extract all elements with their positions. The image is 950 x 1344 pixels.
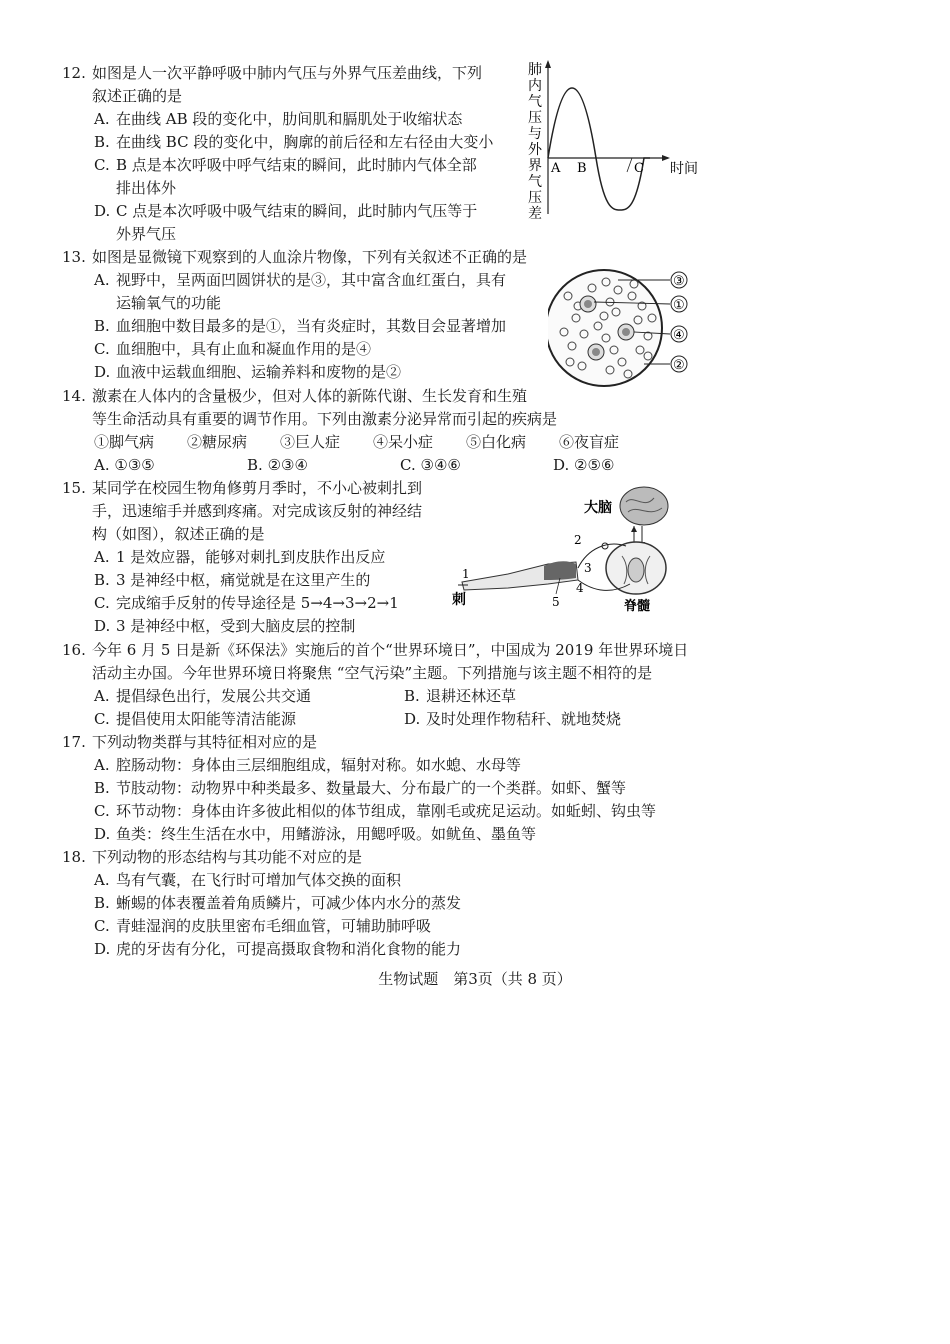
option-a: A. 在曲线 AB 段的变化中，肋间肌和膈肌处于收缩状态 bbox=[94, 110, 463, 128]
pressure-curve-figure bbox=[520, 58, 710, 220]
label-2: 2 bbox=[574, 533, 582, 547]
option-a: A. 提倡绿色出行，发展公共交通 bbox=[94, 687, 312, 705]
disease-item: ②糖尿病 bbox=[187, 433, 248, 451]
option-a: A. 鸟有气囊，在飞行时可增加气体交换的面积 bbox=[94, 871, 402, 889]
y-label-char: 界 bbox=[528, 158, 542, 174]
question-15 bbox=[62, 477, 422, 638]
option-d: D. 血液中运载血细胞、运输养料和废物的是② bbox=[94, 363, 402, 381]
option-a: A. 腔肠动物：身体由三层细胞组成，辐射对称。如水螅、水母等 bbox=[94, 756, 522, 774]
option-c: C. 提倡使用太阳能等清洁能源 bbox=[94, 710, 297, 728]
option-b: B. 退耕还林还草 bbox=[404, 687, 517, 705]
brain-label: 大脑 bbox=[584, 500, 612, 516]
option-c: C. 完成缩手反射的传导途径是 5→4→3→2→1 bbox=[94, 594, 399, 612]
option-d: D. ②⑤⑥ bbox=[553, 456, 615, 474]
question-13 bbox=[62, 246, 527, 384]
option-a: A. 1 是效应器，能够对刺扎到皮肤作出反应 bbox=[94, 548, 386, 566]
y-label-char: 差 bbox=[528, 206, 542, 220]
question-17 bbox=[62, 731, 656, 846]
label-2: ② bbox=[673, 358, 685, 373]
point-a-label: A bbox=[551, 161, 561, 176]
label-5: 5 bbox=[552, 595, 560, 609]
option-c: C. 血细胞中，具有止血和凝血作用的是④ bbox=[94, 340, 372, 358]
thorn-label: 刺 bbox=[452, 592, 466, 608]
label-1: ① bbox=[673, 298, 685, 313]
option-d: D. 鱼类：终生生活在水中，用鳍游泳，用鳃呼吸。如鱿鱼、墨鱼等 bbox=[94, 825, 537, 843]
reflex-arc-figure bbox=[448, 484, 688, 614]
question-12 bbox=[62, 62, 493, 246]
question-14-stem-cont: 等生命活动具有重要的调节作用。下列由激素分泌异常而引起的疾病是 bbox=[92, 410, 558, 428]
option-c: C. 青蛙湿润的皮肤里密布毛细血管，可辅助肺呼吸 bbox=[94, 917, 432, 935]
option-c: C. B 点是本次呼吸中呼气结束的瞬间，此时肺内气体全部 bbox=[94, 156, 477, 174]
question-12-stem: 12. 如图是人一次平静呼吸中肺内气压与外界气压差曲线，下列 bbox=[62, 64, 483, 82]
option-d: D. C 点是本次呼吸中吸气结束的瞬间，此时肺内气压等于 bbox=[94, 202, 478, 220]
y-label-char: 压 bbox=[528, 190, 542, 206]
option-b: B. 在曲线 BC 段的变化中，胸廓的前后径和左右径由大变小 bbox=[94, 133, 494, 151]
question-14 bbox=[62, 385, 619, 477]
question-16-stem-cont: 活动主办国。今年世界环境日将聚焦 “空气污染”主题。下列措施与该主题不相符的是 bbox=[92, 664, 653, 682]
point-b-label: B bbox=[577, 161, 587, 176]
label-4: 4 bbox=[576, 581, 584, 595]
question-12-stem-cont: 叙述正确的是 bbox=[92, 87, 183, 105]
arm-icon bbox=[462, 561, 578, 590]
question-15-stem-cont: 手，迅速缩手并感到疼痛。对完成该反射的神经结 bbox=[92, 502, 423, 520]
question-14-stem: 14. 激素在人体内的含量极少，但对人体的新陈代谢、生长发育和生殖 bbox=[62, 387, 528, 405]
y-label-char: 气 bbox=[528, 94, 542, 110]
question-15-stem: 15. 某同学在校园生物角修剪月季时，不小心被刺扎到 bbox=[62, 479, 423, 497]
question-13-stem: 13. 如图是显微镜下观察到的人血涂片物像，下列有关叙述不正确的是 bbox=[62, 248, 528, 266]
question-15-stem-cont: 构（如图），叙述正确的是 bbox=[92, 525, 265, 543]
x-axis-arrow bbox=[662, 155, 670, 161]
option-d: D. 3 是神经中枢，受到大脑皮层的控制 bbox=[94, 617, 356, 635]
answer-options-row-1 bbox=[62, 685, 688, 708]
option-a-cont: 运输氧气的功能 bbox=[116, 294, 222, 312]
option-b: B. ②③④ bbox=[247, 456, 308, 474]
question-18-stem: 18. 下列动物的形态结构与其功能不对应的是 bbox=[62, 848, 363, 866]
option-b: B. 节肢动物：动物界中种类最多、数量最大、分布最广的一个类群。如虾、蟹等 bbox=[94, 779, 627, 797]
option-b: B. 蜥蜴的体表覆盖着角质鳞片，可减少体内水分的蒸发 bbox=[94, 894, 462, 912]
y-label-char: 肺 bbox=[528, 62, 542, 78]
option-a: A. ①③⑤ bbox=[94, 456, 155, 474]
y-axis-label bbox=[528, 61, 543, 220]
label-1: 1 bbox=[462, 567, 470, 581]
option-c: C. ③④⑥ bbox=[400, 456, 461, 474]
disease-item: ④呆小症 bbox=[373, 433, 434, 451]
question-18 bbox=[62, 846, 461, 961]
option-c: C. 环节动物：身体由许多彼此相似的体节组成，靠刚毛或疣足运动。如蚯蚓、钩虫等 bbox=[94, 802, 657, 820]
disease-item: ⑥夜盲症 bbox=[559, 433, 620, 451]
pressure-curve bbox=[548, 88, 650, 210]
point-c-label: C bbox=[634, 161, 644, 176]
y-label-char: 内 bbox=[528, 78, 542, 94]
disease-item: ③巨人症 bbox=[280, 433, 341, 451]
disease-list bbox=[62, 431, 619, 454]
label-3: ③ bbox=[673, 274, 685, 289]
option-c-cont: 排出体外 bbox=[116, 179, 177, 197]
page-footer: 生物试题 第3页（共 8 页） bbox=[378, 970, 572, 988]
x-axis-label: 时间 bbox=[670, 161, 698, 177]
answer-options bbox=[62, 454, 619, 477]
y-label-char: 气 bbox=[528, 174, 542, 190]
option-b: B. 血细胞中数目最多的是①，当有炎症时，其数目会显著增加 bbox=[94, 317, 507, 335]
disease-item: ⑤白化病 bbox=[466, 433, 527, 451]
option-a: A. 视野中，呈两面凹圆饼状的是③，其中富含血红蛋白，具有 bbox=[94, 271, 507, 289]
y-label-char: 压 bbox=[528, 110, 542, 126]
disease-item: ①脚气病 bbox=[94, 433, 155, 451]
question-17-stem: 17. 下列动物类群与其特征相对应的是 bbox=[62, 733, 318, 751]
option-d-cont: 外界气压 bbox=[116, 225, 177, 243]
brain-icon bbox=[620, 487, 668, 525]
y-label-char: 与 bbox=[528, 126, 542, 142]
option-d: D. 及时处理作物秸秆、就地焚烧 bbox=[404, 710, 622, 728]
answer-options-row-2 bbox=[62, 708, 688, 731]
y-label-char: 外 bbox=[528, 142, 542, 158]
y-axis-arrow bbox=[545, 60, 551, 68]
option-d: D. 虎的牙齿有分化，可提高摄取食物和消化食物的能力 bbox=[94, 940, 462, 958]
question-16-stem: 16. 今年 6 月 5 日是新《环保法》实施后的首个“世界环境日”，中国成为 2019 年世界环境日 bbox=[62, 641, 689, 659]
question-16 bbox=[62, 639, 688, 731]
option-b: B. 3 是神经中枢，痛觉就是在这里产生的 bbox=[94, 571, 371, 589]
blood-smear-figure bbox=[548, 266, 696, 390]
spinal-cord-label: 脊髓 bbox=[624, 599, 651, 614]
label-3: 3 bbox=[584, 561, 592, 575]
spinal-cord-icon bbox=[606, 542, 666, 594]
label-4: ④ bbox=[673, 328, 685, 343]
